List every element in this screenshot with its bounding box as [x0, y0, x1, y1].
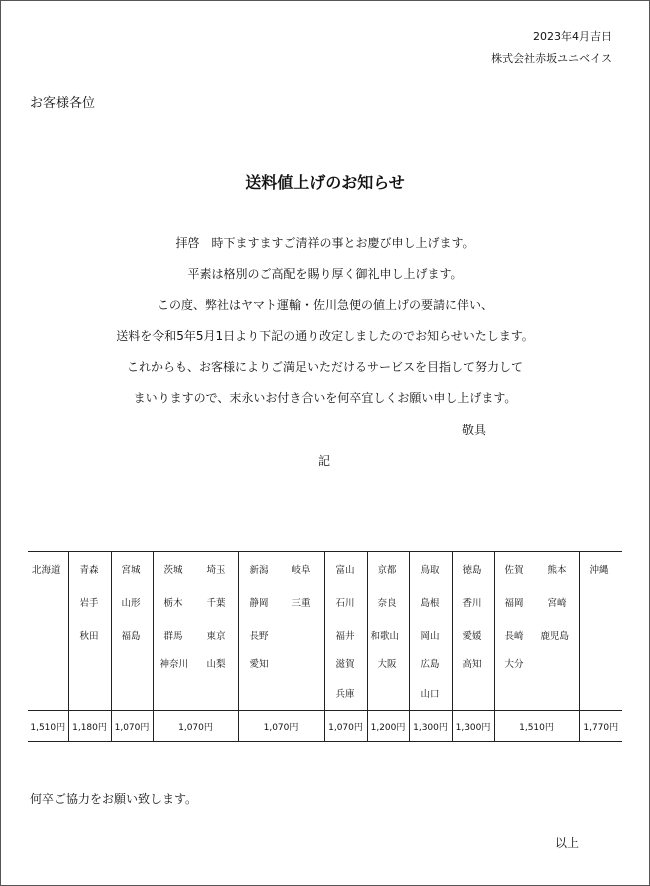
prefecture-name: 岡山	[420, 631, 440, 642]
prefecture-name: 沖縄	[589, 565, 609, 576]
prefecture-name: 北海道	[32, 565, 61, 576]
region-cell	[111, 552, 153, 711]
prefecture-name: 栃木	[163, 598, 183, 609]
prefecture-name: 滋賀	[335, 659, 355, 670]
prefecture-name: 宮城	[121, 565, 141, 576]
prefecture-name: 千葉	[206, 598, 226, 609]
region-cell	[238, 552, 324, 711]
prefecture-name: 秋田	[79, 631, 99, 642]
price-cell: 1,180円	[68, 711, 111, 742]
region-cell	[28, 552, 68, 711]
prefecture-name: 岩手	[79, 598, 99, 609]
prefecture-name: 福岡	[504, 598, 524, 609]
price-cell: 1,070円	[324, 711, 367, 742]
prefecture-name: 大阪	[377, 659, 397, 670]
region-cell	[409, 552, 452, 711]
prefecture-name: 山口	[420, 689, 440, 700]
prefecture-name: 愛知	[249, 659, 269, 670]
prefecture-name: 三重	[291, 598, 311, 609]
prefecture-name: 奈良	[377, 598, 397, 609]
region-cell	[68, 552, 111, 711]
prefecture-name: 宮崎	[547, 598, 567, 609]
prefecture-name: 徳島	[462, 565, 482, 576]
prefecture-name: 京都	[377, 565, 397, 576]
body-line: 拝啓 時下ますますご清祥の事とお慶び申し上げます。	[175, 236, 475, 250]
prefecture-name: 群馬	[163, 631, 183, 642]
prefecture-name: 新潟	[249, 565, 269, 576]
prefecture-name: 青森	[79, 565, 99, 576]
price-cell: 1,300円	[409, 711, 452, 742]
prefecture-name: 鳥取	[420, 565, 440, 576]
prefecture-name: 熊本	[547, 565, 567, 576]
region-cell	[579, 552, 622, 711]
keigu: 敬具	[462, 423, 487, 437]
body-line: これからも、お客様によりご満足いただけるサービスを目指して努力して	[126, 360, 523, 374]
prefecture-name: 長崎	[504, 631, 524, 642]
prefecture-name: 佐賀	[504, 565, 524, 576]
region-cell	[367, 552, 409, 711]
prefecture-name: 島根	[420, 598, 440, 609]
notice-title: 送料値上げのお知らせ	[245, 173, 405, 192]
prefecture-name: 富山	[335, 565, 355, 576]
region-cell	[452, 552, 494, 711]
company-name: 株式会社赤坂ユニベイス	[491, 52, 612, 65]
prefecture-name: 埼玉	[206, 565, 226, 576]
prefecture-name: 神奈川	[159, 659, 189, 670]
prefecture-name: 愛媛	[462, 631, 482, 642]
prefecture-name: 石川	[335, 598, 355, 609]
body-line: 送料を令和5年5月1日より下記の通り改定しましたのでお知らせいたします。	[116, 329, 534, 343]
ijou: 以上	[555, 836, 580, 850]
prefecture-name: 広島	[420, 659, 440, 670]
region-cell	[494, 552, 579, 711]
prefecture-name: 東京	[206, 631, 226, 642]
price-cell: 1,770円	[579, 711, 622, 742]
prefecture-name: 高知	[462, 659, 482, 670]
region-cell	[153, 552, 238, 711]
shipping-rate-table	[28, 551, 622, 742]
ki-heading: 記	[318, 454, 331, 468]
price-cell: 1,200円	[367, 711, 409, 742]
region-cell	[324, 552, 367, 711]
prefecture-name: 山形	[121, 598, 141, 609]
prefecture-name: 鹿児島	[540, 631, 570, 642]
prefecture-name: 福井	[335, 631, 355, 642]
price-cell: 1,070円	[238, 711, 324, 742]
price-cell: 1,070円	[111, 711, 153, 742]
closing-request: 何卒ご協力をお願い致します。	[30, 792, 198, 806]
body-line: 平素は格別のご高配を賜り厚く御礼申し上げます。	[187, 267, 463, 281]
prefecture-name: 山梨	[206, 659, 226, 670]
prefecture-name: 静岡	[249, 598, 269, 609]
prefecture-name: 大分	[504, 659, 524, 670]
region-row	[28, 552, 622, 711]
prefecture-name: 茨城	[163, 565, 183, 576]
price-cell: 1,510円	[28, 711, 68, 742]
prefecture-name: 兵庫	[335, 689, 355, 700]
body-line: まいりますので、末永いお付き合いを何卒宜しくお願い申し上げます。	[133, 391, 517, 405]
price-cell: 1,510円	[494, 711, 579, 742]
price-cell: 1,070円	[153, 711, 238, 742]
price-row	[28, 711, 622, 742]
addressee: お客様各位	[30, 96, 96, 111]
prefecture-name: 和歌山	[370, 631, 400, 642]
body-line: この度、弊社はヤマト運輸・佐川急便の値上げの要請に伴い、	[156, 298, 493, 312]
issue-date: 2023年4月吉日	[533, 30, 612, 43]
prefecture-name: 香川	[462, 598, 482, 609]
price-cell: 1,300円	[452, 711, 494, 742]
prefecture-name: 長野	[249, 631, 269, 642]
prefecture-name: 福島	[121, 631, 141, 642]
prefecture-name: 岐阜	[291, 565, 311, 576]
